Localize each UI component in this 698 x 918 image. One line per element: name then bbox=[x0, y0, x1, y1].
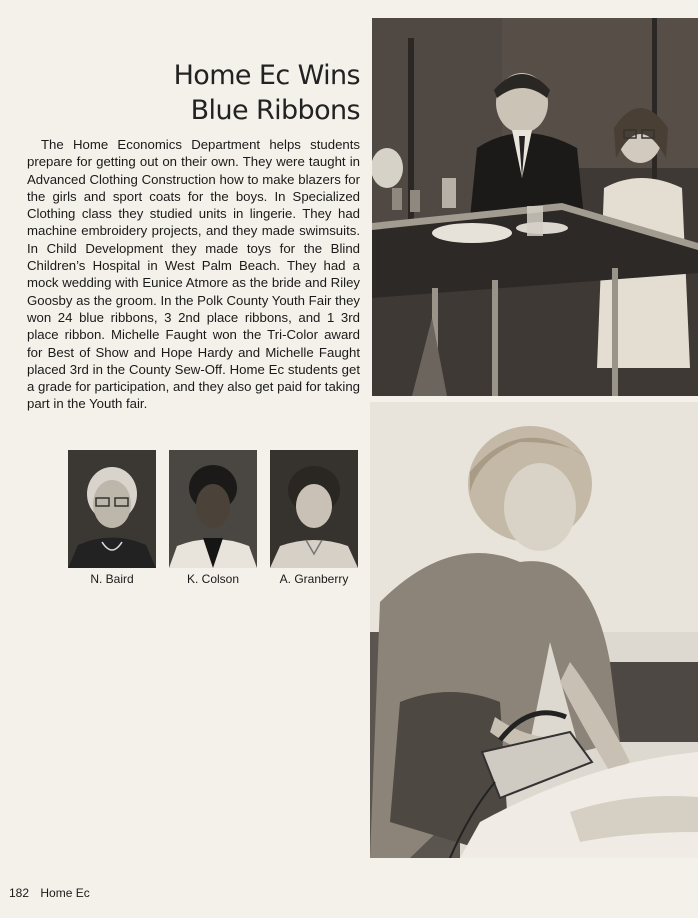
caption-granberry: A. Granberry bbox=[279, 572, 349, 586]
portrait-colson-image bbox=[169, 450, 257, 568]
page-number: 182 bbox=[9, 886, 30, 900]
portrait-granberry-image bbox=[270, 450, 358, 568]
article-body bbox=[27, 136, 360, 413]
caption-baird: N. Baird bbox=[90, 572, 134, 586]
article-title bbox=[30, 58, 360, 128]
title-line-2: Blue Ribbons bbox=[190, 95, 360, 126]
portrait-baird bbox=[68, 450, 156, 568]
photo-dining-table-image bbox=[372, 18, 698, 396]
portrait-granberry bbox=[270, 450, 358, 568]
article-paragraph: The Home Economics Department helps students prepare for getting out on their own. They were taught in Advanced Clothing Construction how to make blazers for the girls and sport coats for the boys. In Specialized Clothing class they studied units in lingerie. They had machine embroidery projects, and they made swimsuits. In Child Development they made toys for the Blind Children’s Hospital in West Palm Beach. They had a mock wedding with Eunice Atmore as the bride and Riley Goosby as the groom. In the Polk County Youth Fair they won 24 blue ribbons, 3 2nd place ribbons, and 1 3rd place ribbon. Michelle Faught won the Tri-Color award for Best of Show and Hope Hardy and Michelle Faught placed 3rd in the County Sew-Off. Home Ec students get a grade for participation, and they also get paid for taking part in the Youth fair. bbox=[27, 137, 360, 412]
page-footer bbox=[9, 886, 90, 900]
section-name: Home Ec bbox=[40, 886, 90, 900]
portrait-baird-image bbox=[68, 450, 156, 568]
title-line-1: Home Ec Wins bbox=[173, 60, 360, 91]
photo-dining-table bbox=[372, 18, 698, 396]
portrait-colson bbox=[169, 450, 257, 568]
caption-colson: K. Colson bbox=[186, 572, 240, 586]
photo-ironing-image bbox=[370, 402, 698, 858]
photo-ironing bbox=[370, 402, 698, 858]
